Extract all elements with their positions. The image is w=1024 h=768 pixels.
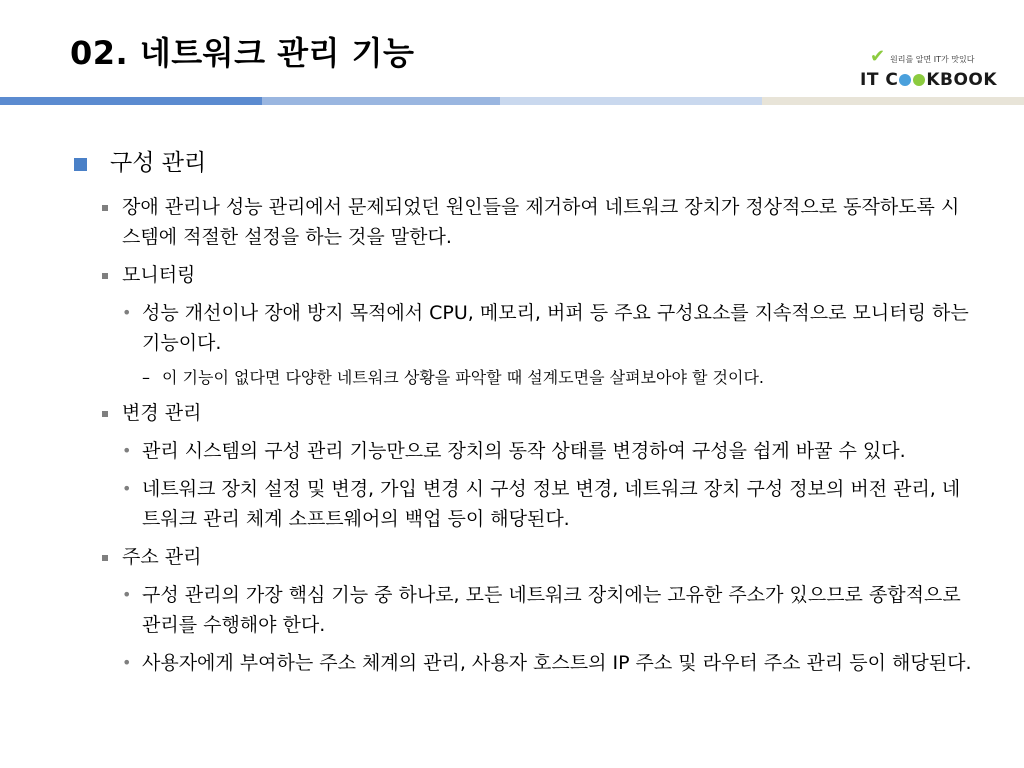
bullet-text: 성능 개선이나 장애 방지 목적에서 CPU, 메모리, 버퍼 등 주요 구성요소를 지속적으로 모니터링 하는 기능이다. [142,302,969,354]
it-cookbook-logo [858,48,998,94]
bullet-item-level-2 [70,260,975,290]
dot-bullet-icon: • [122,479,132,498]
small-square-bullet-icon [102,273,108,279]
bullet-text: 구성 관리의 가장 핵심 기능 중 하나로, 모든 네트워크 장치에는 고유한 주소가 있으므로 종합적으로 관리를 수행해야 한다. [142,584,961,636]
heading-item [70,148,975,178]
logo-brand-suffix: KBOOK [926,70,998,90]
logo-brand [860,70,997,90]
bullet-item-level-3 [70,436,975,466]
square-bullet-icon [74,158,87,171]
bullet-text: 모니터링 [122,264,196,286]
slide-title: 02. 네트워크 관리 기능 [70,34,415,72]
bullet-text: 관리 시스템의 구성 관리 기능만으로 장치의 동작 상태를 변경하여 구성을 쉽게 바꿀 수 있다. [142,440,906,462]
bullet-text: 장애 관리나 성능 관리에서 문제되었던 원인들을 제거하여 네트워크 장치가 정상적으로 동작하도록 시스템에 적절한 설정을 하는 것을 말한다. [122,196,960,248]
dot-bullet-icon: • [122,441,132,460]
dot-bullet-icon: • [122,653,132,672]
bullet-text: 네트워크 장치 설정 및 변경, 가입 변경 시 구성 정보 변경, 네트워크 장치 구성 정보의 버전 관리, 네트워크 관리 체계 소프트웨어의 백업 등이 해당된다. [142,478,961,530]
bullet-item-level-2 [70,398,975,428]
bullet-item-level-3 [70,298,975,358]
logo-dot-blue [899,74,911,86]
bullet-item-level-4 [70,366,975,390]
bullet-item-level-3 [70,580,975,640]
bullet-text: 주소 관리 [122,546,202,568]
bullet-text: 사용자에게 부여하는 주소 체계의 관리, 사용자 호스트의 IP 주소 및 라우터 주소 관리 등이 해당된다. [142,652,972,674]
bullet-item-level-3 [70,474,975,534]
bullet-item-level-3 [70,648,975,678]
dot-bullet-icon: • [122,585,132,604]
header-bar-segment-1 [0,97,262,105]
dash-bullet-icon: – [142,368,150,387]
header-bar-segment-3 [500,97,762,105]
bullet-item-level-2 [70,192,975,252]
bullet-text: 이 기능이 없다면 다양한 네트워크 상황을 파악할 때 설계도면을 살펴보아야 할 것이다. [162,368,764,387]
bullet-list [70,192,975,678]
small-square-bullet-icon [102,205,108,211]
slide-content [70,148,975,686]
dot-bullet-icon: • [122,303,132,322]
logo-tagline: 원리를 알면 IT가 맛있다 [890,55,975,64]
header-bar-segment-2 [262,97,500,105]
bullet-text: 변경 관리 [122,402,202,424]
logo-brand-prefix: IT C [860,70,899,90]
check-icon: ✔ [870,46,886,67]
small-square-bullet-icon [102,411,108,417]
heading-text: 구성 관리 [110,150,207,176]
logo-dot-green [913,74,925,86]
small-square-bullet-icon [102,555,108,561]
bullet-item-level-2 [70,542,975,572]
header-bar-segment-4 [762,97,1024,105]
